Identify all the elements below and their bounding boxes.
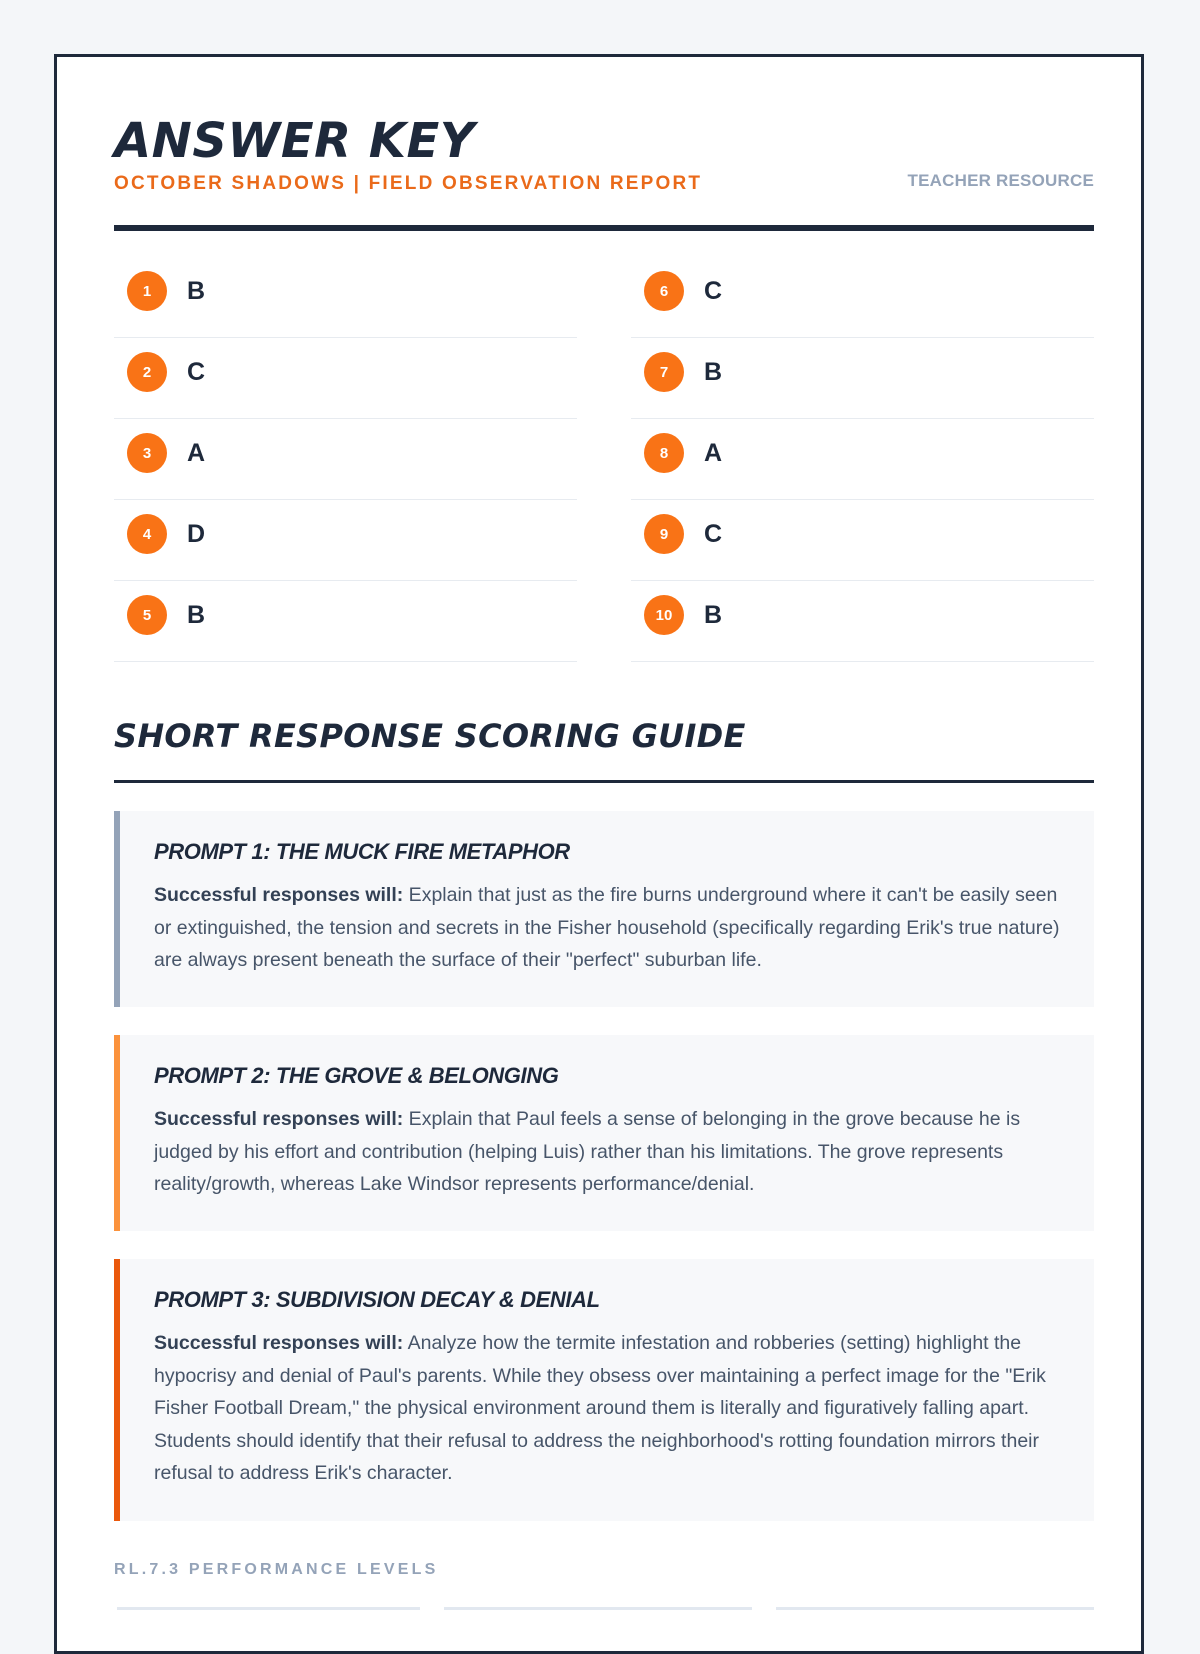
prompt-card-3 bbox=[114, 1259, 1094, 1521]
answer-row bbox=[114, 500, 577, 581]
answer-letter: C bbox=[704, 519, 723, 548]
answer-letter: B bbox=[704, 357, 723, 386]
answer-row bbox=[114, 257, 577, 338]
prompt-text: Analyze how the termite infestation and robberies (setting) highlight the hypocrisy and denial of Paul's parents. While they obsess over maintaining a perfect image for the "Erik Fisher Football Dream," the physical environment around them is literally and figuratively falling apart. Students should identify that their refusal to address the neighborhood's rotting foundation mirrors their refusal to address Erik's character. bbox=[154, 1332, 1046, 1484]
answer-row bbox=[631, 581, 1094, 662]
prompt-title: PROMPT 3: SUBDIVISION DECAY & DENIAL bbox=[154, 1287, 600, 1312]
question-number-badge: 4 bbox=[127, 514, 167, 554]
performance-level-card bbox=[444, 1607, 752, 1610]
page-title: ANSWER KEY bbox=[114, 113, 476, 169]
answer-row bbox=[631, 419, 1094, 500]
prompt-lead: Successful responses will: bbox=[154, 1108, 404, 1130]
prompt-title: PROMPT 2: THE GROVE & BELONGING bbox=[154, 1063, 559, 1088]
question-number-badge: 3 bbox=[127, 433, 167, 473]
answer-letter: C bbox=[704, 276, 723, 305]
question-number-badge: 2 bbox=[127, 352, 167, 392]
performance-level-card bbox=[776, 1607, 1094, 1610]
header bbox=[114, 57, 1094, 233]
answer-letter: B bbox=[187, 600, 206, 629]
question-number-badge: 9 bbox=[644, 514, 684, 554]
question-number-badge: 8 bbox=[644, 433, 684, 473]
answer-row bbox=[114, 581, 577, 662]
answer-column-right bbox=[631, 257, 1094, 662]
prompt-lead: Successful responses will: bbox=[154, 1332, 404, 1354]
question-number-badge: 6 bbox=[644, 271, 684, 311]
performance-levels-strip bbox=[114, 1607, 1094, 1617]
answer-letter: A bbox=[704, 438, 723, 467]
answer-grid bbox=[114, 257, 1094, 662]
prompt-text: Explain that Paul feels a sense of belonging in the grove because he is judged by his effort and contribution (helping Luis) rather than his limitations. The grove represents reality/growth, whereas Lake Windsor represents performance/denial. bbox=[154, 1108, 1021, 1195]
performance-levels-label: RL.7.3 PERFORMANCE LEVELS bbox=[114, 1561, 439, 1578]
prompt-lead: Successful responses will: bbox=[154, 884, 404, 906]
answer-letter: D bbox=[187, 519, 206, 548]
prompt-body bbox=[154, 1103, 1066, 1201]
prompt-title: PROMPT 1: THE MUCK FIRE METAPHOR bbox=[154, 839, 570, 864]
answer-column-left bbox=[114, 257, 577, 662]
scoring-guide-title: SHORT RESPONSE SCORING GUIDE bbox=[114, 717, 746, 755]
answer-letter: B bbox=[187, 276, 206, 305]
scoring-guide-divider bbox=[114, 780, 1094, 783]
answer-row bbox=[114, 338, 577, 419]
prompt-card-1 bbox=[114, 811, 1094, 1007]
answer-key-sheet bbox=[54, 54, 1144, 1654]
teacher-resource-label: TEACHER RESOURCE bbox=[907, 171, 1094, 190]
question-number-badge: 7 bbox=[644, 352, 684, 392]
sheet-content bbox=[114, 57, 1094, 1578]
answer-letter: B bbox=[704, 600, 723, 629]
performance-level-card bbox=[117, 1607, 420, 1610]
header-divider bbox=[114, 225, 1094, 231]
prompt-body bbox=[154, 879, 1066, 977]
answer-letter: A bbox=[187, 438, 206, 467]
prompt-card-2 bbox=[114, 1035, 1094, 1231]
prompt-text: Explain that just as the fire burns underground where it can't be easily seen or extinguished, the tension and secrets in the Fisher household (specifically regarding Erik's true nature) are always present beneath the surface of their "perfect" suburban life. bbox=[154, 884, 1060, 971]
answer-row bbox=[631, 338, 1094, 419]
answer-row bbox=[631, 500, 1094, 581]
answer-row bbox=[631, 257, 1094, 338]
answer-letter: C bbox=[187, 357, 206, 386]
answer-row bbox=[114, 419, 577, 500]
question-number-badge: 1 bbox=[127, 271, 167, 311]
question-number-badge: 10 bbox=[644, 595, 684, 635]
page-subtitle: OCTOBER SHADOWS | FIELD OBSERVATION REPORT bbox=[114, 173, 703, 194]
question-number-badge: 5 bbox=[127, 595, 167, 635]
prompt-body bbox=[154, 1327, 1066, 1490]
